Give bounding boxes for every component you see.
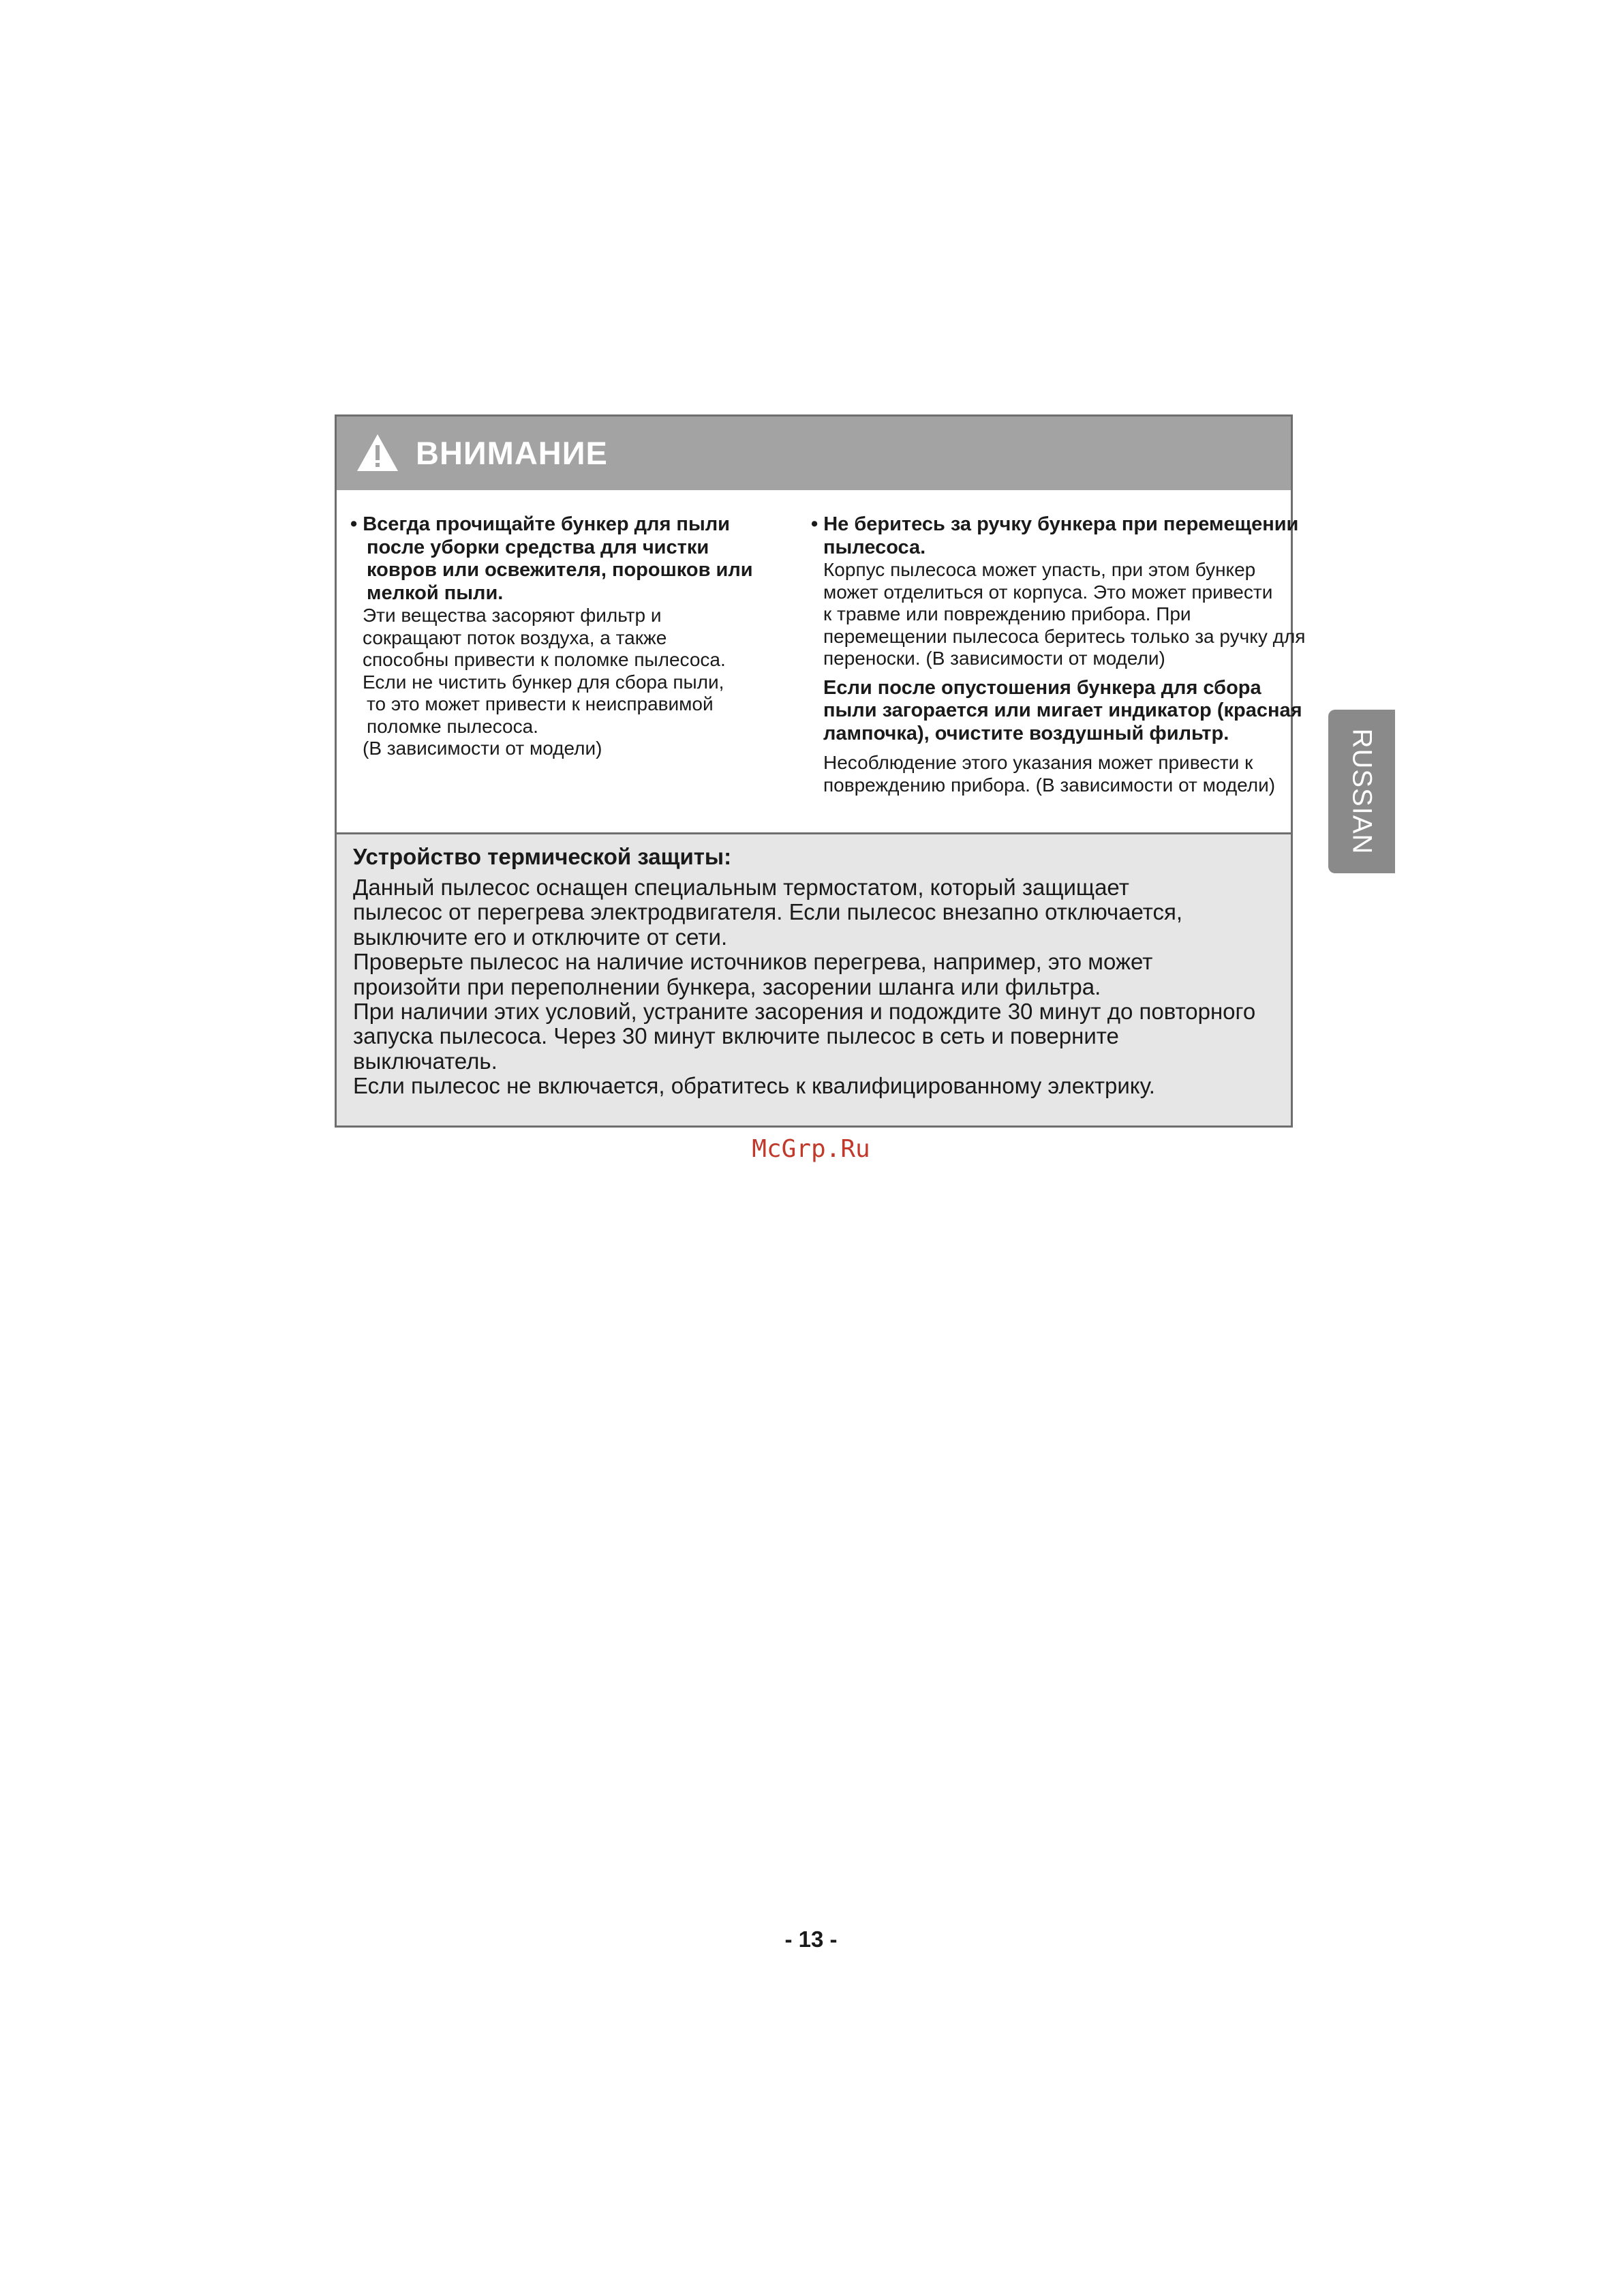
thermal-line-8: выключатель. <box>353 1048 498 1074</box>
right-bold-line-2: пыли загорается или мигает индикатор (красная <box>823 699 1302 721</box>
thermal-line-5: произойти при переполнении бункера, засорении шланга или фильтра. <box>353 973 1101 999</box>
left-note-line-2: сокращают поток воздуха, а также <box>363 626 667 648</box>
warning-left-column <box>350 513 786 760</box>
page-number: - 13 - <box>784 1927 838 1952</box>
spacer <box>811 745 1281 752</box>
left-bullet-line-3: ковров или освежителя, порошков или <box>367 559 753 581</box>
right-bullet-line-2: пылесоса. <box>823 536 926 558</box>
right-note-line-6: Несоблюдение этого указания может привести к <box>823 752 1253 773</box>
left-note-line-6: поломке пылесоса. <box>367 715 538 737</box>
warning-title: ВНИМАНИЕ <box>416 435 608 471</box>
left-bullet-line-4: мелкой пыли. <box>367 581 504 604</box>
thermal-line-4: Проверьте пылесос на наличие источников перегрева, например, это может <box>353 949 1153 975</box>
thermal-protection-box <box>337 832 1291 1126</box>
watermark-link[interactable]: McGrp.Ru <box>752 1135 870 1163</box>
right-note-line-3: к травме или повреждению прибора. При <box>823 603 1191 624</box>
right-note-line-4: перемещении пылесоса беритесь только за ручку для <box>823 625 1306 647</box>
warning-right-column <box>811 513 1306 796</box>
thermal-line-2: пылесос от перегрева электродвигателя. Если пылесос внезапно отключается, <box>353 899 1183 925</box>
thermal-line-9: Если пылесос не включается, обратитесь к квалифицированному электрику. <box>353 1073 1155 1099</box>
thermal-line-7: запуска пылесоса. Через 30 минут включите пылесос в сеть и поверните <box>353 1023 1119 1049</box>
right-bold-line-3: лампочка), очистите воздушный фильтр. <box>823 722 1229 744</box>
right-bold-line-1: Если после опустошения бункера для сбора <box>823 676 1261 699</box>
left-note-line-3: способны привести к поломке пылесоса. <box>363 649 726 670</box>
right-bullet-line-1: • Не беритесь за ручку бункера при перемещении <box>811 513 1299 535</box>
right-note-line-2: может отделиться от корпуса. Это может привести <box>823 581 1273 603</box>
left-bullet-line-2: после уборки средства для чистки <box>367 536 709 558</box>
thermal-body <box>353 875 1280 1099</box>
warning-triangle-icon <box>356 433 399 472</box>
warning-box <box>335 414 1306 1128</box>
right-note-line-1: Корпус пылесоса может упасть, при этом бункер <box>823 559 1256 580</box>
language-tab <box>1328 710 1395 873</box>
thermal-line-1: Данный пылесос оснащен специальным термостатом, который защищает <box>353 875 1129 900</box>
spacer <box>811 670 1281 677</box>
thermal-line-3: выключите его и отключите от сети. <box>353 924 728 950</box>
right-note-line-7: повреждению прибора. (В зависимости от модели) <box>823 774 1276 796</box>
thermal-line-6: При наличии этих условий, устраните засорения и подождите 30 минут до повторного <box>353 999 1256 1025</box>
left-note-line-5: то это может привести к неисправимой <box>367 693 714 714</box>
language-tab-label: RUSSIAN <box>1347 728 1377 855</box>
left-bullet-line-1: • Всегда прочищайте бункер для пыли <box>350 513 730 535</box>
left-note-line-1: Эти вещества засоряют фильтр и <box>363 605 662 626</box>
left-note-line-4: Если не чистить бункер для сбора пыли, <box>363 671 724 693</box>
left-note-line-7: (В зависимости от модели) <box>363 738 602 759</box>
right-note-line-5: переноски. (В зависимости от модели) <box>823 648 1165 669</box>
warning-header <box>337 417 1291 490</box>
thermal-title: Устройство термической защиты: <box>353 844 732 869</box>
